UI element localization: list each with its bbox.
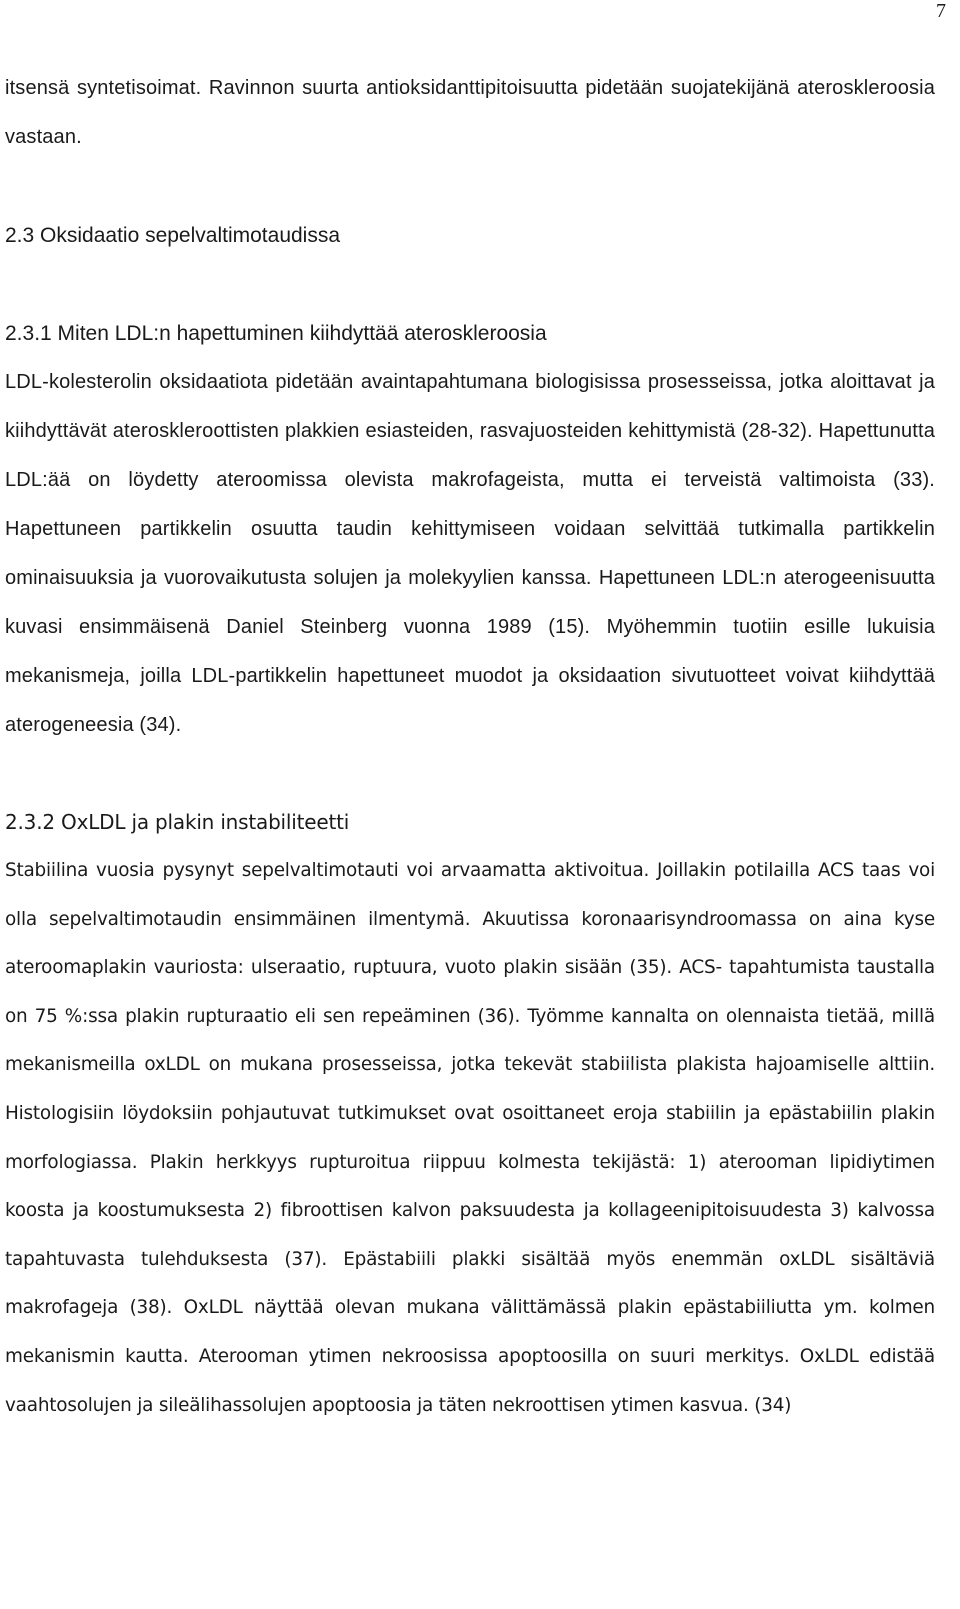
- subsection-heading-2-3-1: 2.3.1 Miten LDL:n hapettuminen kiihdyttää ateroskleroosia: [5, 322, 547, 345]
- page-number: 7: [936, 0, 946, 22]
- subsection-heading-2-3-2: 2.3.2 OxLDL ja plakin instabiliteetti: [5, 810, 350, 834]
- paragraph-plaque-instability: Stabiilina vuosia pysynyt sepelvaltimotauti voi arvaamatta aktivoitua. Joillakin potilailla ACS taas voi olla sepelvaltimotaudin ensimmäinen ilmentymä. Akuutissa koronaarisyndroomassa on aina kyse ateroomaplakin vauriosta: ulseraatio, ruptuura, vuoto plakin sisään (35). ACS- tapahtumista taustalla on 75 %:ssa plakin rupturaatio eli sen repeäminen (36). Työmme kannalta on olennaista tietää, millä mekanismeilla oxLDL on mukana prosesseissa, jotka tekevät stabiilista plakista hajoamiselle alttiin. Histologisiin löydoksiin pohjautuvat tutkimukset ovat osoittaneet eroja stabiilin ja epästabiilin plakin morfologiassa. Plakin herkkyys rupturoitua riippuu kolmesta tekijästä: 1) aterooman lipidiytimen koosta ja koostumuksesta 2) fibroottisen kalvon paksuudesta ja kollageenipitoisuudesta 3) kalvossa tapahtuvasta tulehduksesta (37). Epästabiili plakki sisältää myös enemmän oxLDL sisältäviä makrofageja (38). OxLDL näyttää olevan mukana välittämässä plakin epästabiiliutta ym. kolmen mekanismin kautta. Aterooman ytimen nekroosissa apoptoosilla on suuri merkitys. OxLDL edistää vaahtosolujen ja sileälihassolujen apoptoosia ja täten nekroottisen ytimen kasvua. (34): [5, 860, 935, 1416]
- paragraph-ldl-oxidation: LDL-kolesterolin oksidaatiota pidetään avaintapahtumana biologisissa prosesseissa, jotka aloittavat ja kiihdyttävät ateroskleroottisten plakkien esiasteiden, rasvajuosteiden kehittymistä (28-32). Hapettunutta LDL:ää on löydetty ateroomissa olevista makrofageista, mutta ei terveistä valtimoista (33). Hapettuneen partikkelin osuutta taudin kehittymiseen voidaan selvittää tutkimalla partikkelin ominaisuuksia ja vuorovaikutusta solujen ja molekyylien kanssa. Hapettuneen LDL:n aterogeenisuutta kuvasi ensimmäisenä Daniel Steinberg vuonna 1989 (15). Myöhemmin tuotiin esille lukuisia mekanismeja, joilla LDL-partikkelin hapettuneet muodot ja oksidaation sivutuotteet voivat kiihdyttää aterogeneesia (34).: [5, 371, 935, 736]
- intro-paragraph: itsensä syntetisoimat. Ravinnon suurta antioksidanttipitoisuutta pidetään suojatekijänä ateroskleroosia vastaan.: [5, 77, 935, 148]
- document-body: [5, 64, 935, 1430]
- section-heading: 2.3 Oksidaatio sepelvaltimotaudissa: [5, 224, 341, 247]
